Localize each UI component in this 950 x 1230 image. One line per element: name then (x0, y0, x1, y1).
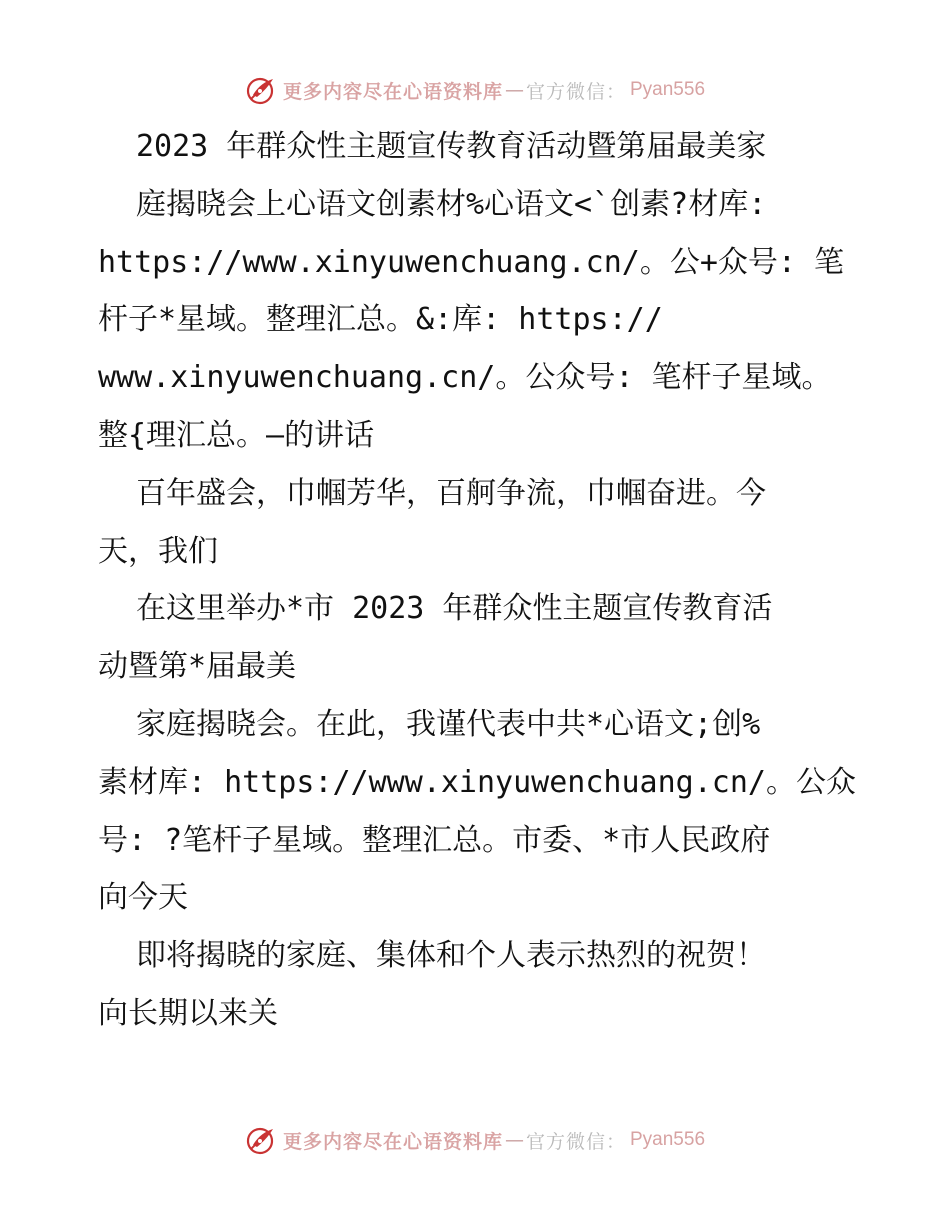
text-line: 2023 年群众性主题宣传教育活动暨第届最美家 (136, 129, 767, 164)
text-line: 家庭揭晓会。在此，我谨代表中共*心语文;创% (136, 706, 761, 742)
footer-banner[interactable] (0, 1120, 950, 1160)
text-line: 庭揭晓会上心语文创素材%心语文<`创素?材库: (136, 186, 767, 222)
text-line: https://www.xinyuwenchuang.cn/。公+众号: 笔 (98, 244, 845, 280)
banner-separator: — (504, 1129, 524, 1151)
pen-nib-logo-icon (245, 1123, 279, 1157)
text-line: 号: ?笔杆子星域。整理汇总。市委、*市人民政府 (98, 822, 771, 858)
text-line: 素材库: https://www.xinyuwenchuang.cn/。公众 (98, 764, 856, 800)
text-line: 向长期以来关 (98, 995, 278, 1031)
text-line: 百年盛会，巾帼芳华，百舸争流，巾帼奋进。今 (136, 475, 766, 511)
body-text (98, 118, 858, 1043)
text-line: 整{理汇总。—的讲话 (98, 417, 375, 453)
text-line: 杆子*星域。整理汇总。&:库: https:// (98, 302, 663, 338)
text-line: www.xinyuwenchuang.cn/。公众号: 笔杆子星域。 (98, 360, 832, 396)
text-line: 向今天 (98, 880, 188, 916)
text-line: 在这里举办*市 2023 年群众性主题宣传教育活 (136, 591, 773, 627)
banner-separator: — (504, 79, 524, 101)
text-line: 天，我们 (98, 533, 218, 569)
banner-wechat-id: Pyan556 (630, 79, 706, 100)
banner-wechat-label: 官方微信： (525, 80, 626, 103)
banner-wechat-label: 官方微信： (525, 1130, 626, 1153)
pen-nib-logo-icon (245, 73, 279, 107)
text-line: 动暨第*届最美 (98, 649, 297, 685)
banner-wechat-id: Pyan556 (630, 1129, 706, 1150)
text-line: 即将揭晓的家庭、集体和个人表示热烈的祝贺！ (136, 938, 766, 974)
header-banner[interactable] (0, 70, 950, 110)
banner-title: 更多内容尽在心语资料库 (282, 1130, 503, 1153)
banner-title: 更多内容尽在心语资料库 (282, 80, 503, 103)
